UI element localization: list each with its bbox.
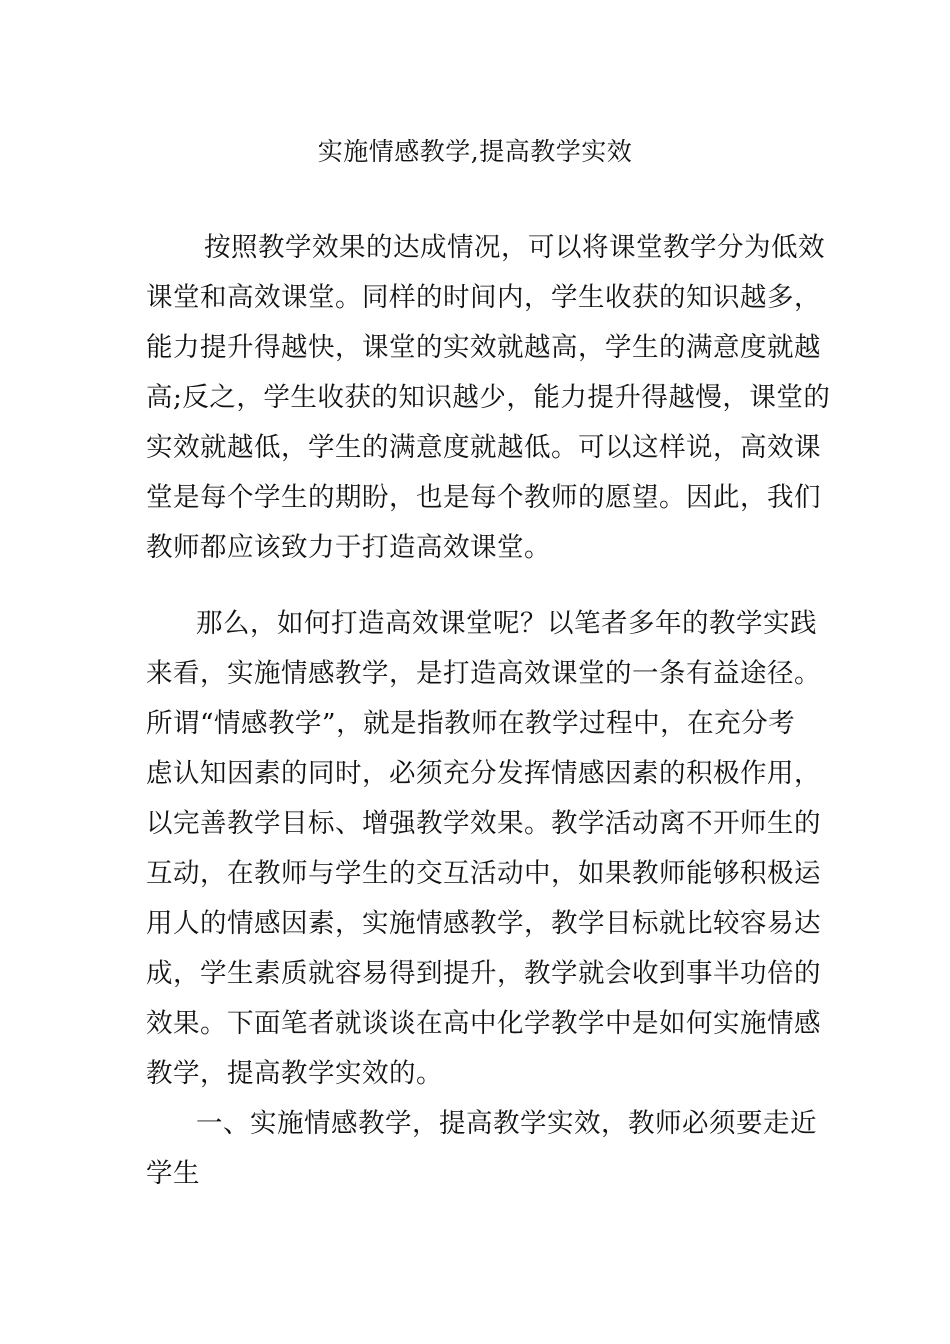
section-heading: 一、实施情感教学，提高教学实效，教师必须要走近 (196, 1108, 817, 1139)
body-line: 能力提升得越快，课堂的实效就越高，学生的满意度就越 (146, 332, 821, 363)
body-line: 堂是每个学生的期盼，也是每个教师的愿望。因此，我们 (146, 482, 821, 513)
body-line: 成，学生素质就容易得到提升，教学就会收到事半功倍的 (146, 958, 821, 989)
document-title: 实施情感教学,提高教学实效 (317, 137, 633, 166)
body-line: 课堂和高效课堂。同样的时间内，学生收获的知识越多， (146, 282, 821, 313)
body-line: 来看，实施情感教学，是打造高效课堂的一条有益途径。 (146, 658, 821, 689)
body-line: 虑认知因素的同时，必须充分发挥情感因素的积极作用， (146, 758, 821, 789)
body-line: 教师都应该致力于打造高效课堂。 (146, 532, 551, 563)
body-line: 所谓“情感教学”，就是指教师在教学过程中，在充分考 (146, 708, 796, 739)
body-line: 按照教学效果的达成情况，可以将课堂教学分为低效 (204, 232, 825, 263)
body-line: 用人的情感因素，实施情感教学，教学目标就比较容易达 (146, 908, 821, 939)
body-line: 效果。下面笔者就谈谈在高中化学教学中是如何实施情感 (146, 1008, 821, 1039)
body-line: 互动，在教师与学生的交互活动中，如果教师能够积极运 (146, 858, 821, 889)
body-line: 高;反之，学生收获的知识越少，能力提升得越慢，课堂的 (146, 382, 831, 413)
section-heading: 学生 (146, 1158, 200, 1189)
body-line: 实效就越低，学生的满意度就越低。可以这样说，高效课 (146, 432, 821, 463)
body-line: 以完善教学目标、增强教学效果。教学活动离不开师生的 (146, 808, 821, 839)
body-line: 教学，提高教学实效的。 (146, 1058, 443, 1089)
body-line: 那么，如何打造高效课堂呢？以笔者多年的教学实践 (196, 608, 817, 639)
